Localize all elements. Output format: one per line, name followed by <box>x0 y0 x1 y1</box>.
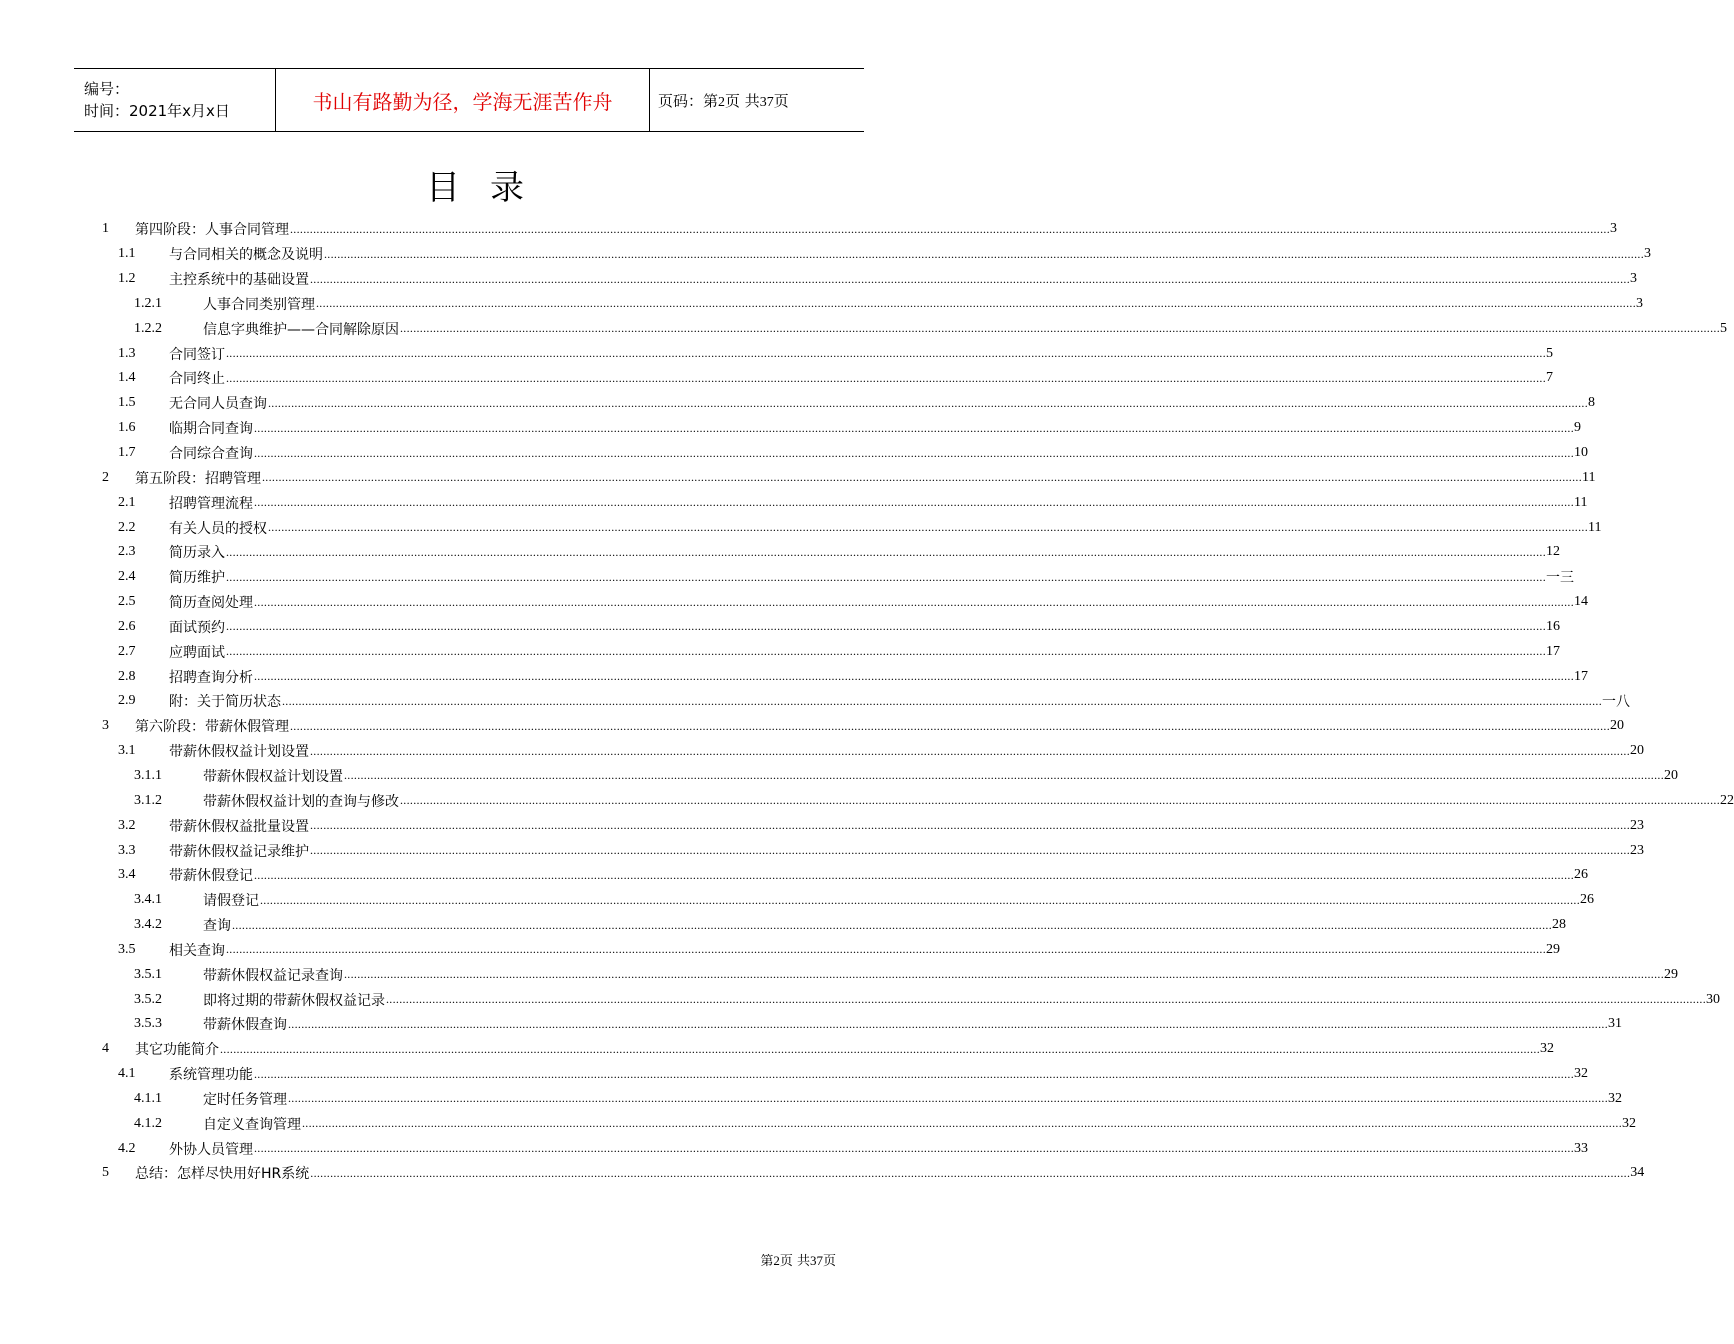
toc-entry-page: 30 <box>1706 991 1720 1007</box>
toc-entry[interactable] <box>100 590 1588 615</box>
toc-entry-page: 20 <box>1630 743 1644 759</box>
toc-entry[interactable] <box>100 565 1574 590</box>
toc-entry-page: 9 <box>1574 420 1581 436</box>
toc-entry-number: 2.4 <box>118 569 136 585</box>
toc-entry-number: 1.5 <box>118 395 136 411</box>
toc-entry-text <box>135 1163 1645 1183</box>
toc-entry[interactable] <box>100 1161 1645 1186</box>
toc-entry-label: 面试预约 <box>169 617 226 637</box>
toc-entry[interactable] <box>100 714 1624 739</box>
toc-dot-leader: ................................................................................................................................................................................................................................................................................................................................................................................................................ <box>220 1041 1540 1056</box>
toc-entry-label: 系统管理功能 <box>169 1064 254 1084</box>
toc-entry-number: 1.2 <box>118 271 136 287</box>
header-motto-cell <box>276 69 650 131</box>
page-header <box>74 68 864 132</box>
toc-entry-page: 32 <box>1608 1090 1622 1106</box>
toc-entry-label: 附：关于简历状态 <box>169 691 282 711</box>
toc-dot-leader: ................................................................................................................................................................................................................................................................................................................................................................................................................ <box>226 370 1546 385</box>
toc-entry-text <box>169 344 1553 364</box>
toc-dot-leader: ................................................................................................................................................................................................................................................................................................................................................................................................................ <box>310 271 1630 286</box>
toc-entry-number: 1.4 <box>118 370 136 386</box>
toc-dot-leader: ................................................................................................................................................................................................................................................................................................................................................................................................................ <box>254 669 1574 684</box>
toc-entry-number: 3 <box>102 718 109 734</box>
toc-entry-number: 3.4.2 <box>134 917 162 933</box>
header-page-total: 37 <box>759 94 774 110</box>
toc-entry-page: 23 <box>1630 842 1644 858</box>
toc-entry-page: 34 <box>1630 1165 1645 1181</box>
toc-entry[interactable] <box>100 515 1602 540</box>
toc-dot-leader: ................................................................................................................................................................................................................................................................................................................................................................................................................ <box>254 420 1574 435</box>
toc-entry-text <box>203 915 1566 935</box>
toc-entry-label: 人事合同类别管理 <box>203 294 316 314</box>
toc-dot-leader: ................................................................................................................................................................................................................................................................................................................................................................................................................ <box>232 917 1552 932</box>
toc-entry-page: 32 <box>1622 1115 1636 1131</box>
toc-entry-number: 1 <box>102 221 109 237</box>
toc-entry-number: 2.3 <box>118 544 136 560</box>
toc-entry[interactable] <box>100 391 1595 416</box>
toc-dot-leader: ................................................................................................................................................................................................................................................................................................................................................................................................................ <box>226 569 1546 584</box>
toc-entry-label: 有关人员的授权 <box>169 518 268 538</box>
toc-dot-leader: ................................................................................................................................................................................................................................................................................................................................................................................................................ <box>226 942 1546 957</box>
toc-entry-label: 招聘管理流程 <box>169 493 254 513</box>
toc-entry-page: 14 <box>1574 594 1588 610</box>
toc-entry-label: 简历录入 <box>169 542 226 562</box>
toc-dot-leader: ................................................................................................................................................................................................................................................................................................................................................................................................................ <box>226 644 1546 659</box>
toc-entry-label: 临期合同查询 <box>169 418 254 438</box>
toc-entry-label: 简历维护 <box>169 567 226 587</box>
toc-entry-page: 8 <box>1588 395 1595 411</box>
toc-entry-text <box>203 1114 1636 1134</box>
page-footer <box>760 1250 836 1269</box>
toc-entry-page: 33 <box>1574 1140 1588 1156</box>
toc-dot-leader: ................................................................................................................................................................................................................................................................................................................................................................................................................ <box>254 495 1574 510</box>
toc-dot-leader: ................................................................................................................................................................................................................................................................................................................................................................................................................ <box>316 296 1636 311</box>
toc-dot-leader: ................................................................................................................................................................................................................................................................................................................................................................................................................ <box>310 843 1630 858</box>
toc-entry-number: 3.1.2 <box>134 792 162 808</box>
toc-entry[interactable] <box>100 888 1594 913</box>
toc-entry-number: 5 <box>102 1165 109 1181</box>
toc-entry-page: 3 <box>1644 246 1651 262</box>
toc-dot-leader: ................................................................................................................................................................................................................................................................................................................................................................................................................ <box>324 246 1644 261</box>
toc-entry-label: 简历查阅处理 <box>169 592 254 612</box>
toc-entry-text <box>203 319 1727 339</box>
toc-entry-text <box>169 865 1588 885</box>
toc-entry[interactable] <box>100 987 1720 1012</box>
toc-entry-label: 第五阶段：招聘管理 <box>135 468 262 488</box>
toc-entry-label: 带薪休假权益计划设置 <box>203 766 344 786</box>
toc-entry[interactable] <box>100 316 1727 341</box>
toc-entry[interactable] <box>100 292 1643 317</box>
header-motto: 书山有路勤为径，学海无涯苦作舟 <box>312 89 613 114</box>
toc-entry-number: 2.8 <box>118 668 136 684</box>
toc-entry[interactable] <box>100 1136 1588 1161</box>
toc-dot-leader: ................................................................................................................................................................................................................................................................................................................................................................................................................ <box>386 992 1706 1007</box>
toc-entry-number: 3.4 <box>118 867 136 883</box>
toc-entry-label: 带薪休假查询 <box>203 1014 288 1034</box>
toc-entry-label: 合同终止 <box>169 368 226 388</box>
toc-entry-page: 17 <box>1574 668 1588 684</box>
toc-entry-label: 带薪休假权益计划的查询与修改 <box>203 791 400 811</box>
toc-entry-text <box>169 393 1595 413</box>
toc-entry[interactable] <box>100 962 1678 987</box>
toc-dot-leader: ................................................................................................................................................................................................................................................................................................................................................................................................................ <box>288 1016 1608 1031</box>
toc-entry-page: 29 <box>1664 966 1678 982</box>
table-of-contents <box>100 217 1734 1186</box>
toc-entry-label: 带薪休假权益记录维护 <box>169 841 310 861</box>
toc-entry-label: 带薪休假登记 <box>169 865 254 885</box>
toc-dot-leader: ................................................................................................................................................................................................................................................................................................................................................................................................................ <box>226 544 1546 559</box>
toc-entry-label: 相关查询 <box>169 940 226 960</box>
toc-entry-number: 3.1.1 <box>134 767 162 783</box>
toc-entry-label: 带薪休假权益记录查询 <box>203 965 344 985</box>
toc-entry-page: 26 <box>1574 867 1588 883</box>
toc-dot-leader: ................................................................................................................................................................................................................................................................................................................................................................................................................ <box>260 892 1580 907</box>
toc-entry-page: 10 <box>1574 445 1588 461</box>
toc-entry-text <box>169 418 1581 438</box>
toc-dot-leader: ................................................................................................................................................................................................................................................................................................................................................................................................................ <box>400 321 1720 336</box>
toc-dot-leader: ................................................................................................................................................................................................................................................................................................................................................................................................................ <box>344 768 1664 783</box>
toc-entry-label: 应聘面试 <box>169 642 226 662</box>
toc-entry[interactable] <box>100 863 1588 888</box>
toc-entry-label: 主控系统中的基础设置 <box>169 269 310 289</box>
toc-entry-text <box>135 1039 1554 1059</box>
toc-entry-number: 3.5.3 <box>134 1016 162 1032</box>
toc-entry[interactable] <box>100 788 1734 813</box>
toc-entry-page: 32 <box>1540 1041 1554 1057</box>
toc-entry-text <box>169 542 1560 562</box>
toc-entry-number: 2.1 <box>118 494 136 510</box>
toc-entry[interactable] <box>100 639 1560 664</box>
toc-entry-label: 无合同人员查询 <box>169 393 268 413</box>
toc-entry-number: 4.1.2 <box>134 1115 162 1131</box>
toc-entry[interactable] <box>100 1111 1636 1136</box>
toc-entry[interactable] <box>100 1012 1622 1037</box>
toc-entry-page: 16 <box>1546 618 1560 634</box>
toc-entry-text <box>169 1139 1588 1159</box>
toc-entry-page: 31 <box>1608 1016 1622 1032</box>
toc-entry-text <box>203 965 1678 985</box>
toc-entry-page: 一三 <box>1546 571 1574 587</box>
toc-entry[interactable] <box>100 242 1651 267</box>
toc-entry-number: 3.1 <box>118 743 136 759</box>
header-info-cell <box>74 69 276 131</box>
toc-entry[interactable] <box>100 615 1560 640</box>
toc-title: 目录 <box>426 168 554 208</box>
toc-entry-text <box>169 244 1651 264</box>
toc-entry-text <box>169 841 1644 861</box>
toc-entry-text <box>203 1014 1622 1034</box>
toc-entry-label: 与合同相关的概念及说明 <box>169 244 324 264</box>
toc-entry-number: 2 <box>102 469 109 485</box>
toc-entry-text <box>203 990 1720 1010</box>
toc-entry-number: 3.5 <box>118 941 136 957</box>
toc-dot-leader: ................................................................................................................................................................................................................................................................................................................................................................................................................ <box>310 818 1630 833</box>
toc-dot-leader: ................................................................................................................................................................................................................................................................................................................................................................................................................ <box>268 395 1588 410</box>
toc-entry-label: 带薪休假权益批量设置 <box>169 816 310 836</box>
toc-entry[interactable] <box>100 490 1588 515</box>
toc-entry-label: 第六阶段：带薪休假管理 <box>135 716 290 736</box>
toc-entry-text <box>203 791 1734 811</box>
toc-dot-leader: ................................................................................................................................................................................................................................................................................................................................................................................................................ <box>282 693 1602 708</box>
toc-entry-label: 带薪休假权益计划设置 <box>169 741 310 761</box>
toc-entry-number: 1.2.1 <box>134 295 162 311</box>
toc-dot-leader: ................................................................................................................................................................................................................................................................................................................................................................................................................ <box>288 1091 1608 1106</box>
toc-entry[interactable] <box>100 416 1581 441</box>
toc-entry[interactable] <box>100 441 1588 466</box>
toc-entry[interactable] <box>100 217 1617 242</box>
toc-entry-label: 即将过期的带薪休假权益记录 <box>203 990 386 1010</box>
toc-entry-text <box>169 443 1588 463</box>
toc-entry-label: 请假登记 <box>203 890 260 910</box>
toc-entry[interactable] <box>100 739 1644 764</box>
header-page-mid: 页 共 <box>725 91 760 110</box>
toc-entry[interactable] <box>100 664 1588 689</box>
toc-entry-number: 1.3 <box>118 345 136 361</box>
toc-entry[interactable] <box>100 838 1644 863</box>
toc-entry-label: 定时任务管理 <box>203 1089 288 1109</box>
toc-entry[interactable] <box>100 341 1553 366</box>
toc-entry-text <box>169 269 1637 289</box>
toc-entry-text <box>169 940 1560 960</box>
toc-entry-label: 合同综合查询 <box>169 443 254 463</box>
toc-entry-text <box>169 816 1644 836</box>
toc-dot-leader: ................................................................................................................................................................................................................................................................................................................................................................................................................ <box>302 1116 1622 1131</box>
toc-entry-number: 3.4.1 <box>134 892 162 908</box>
toc-entry-label: 其它功能简介 <box>135 1039 220 1059</box>
toc-entry-text <box>169 567 1574 587</box>
toc-entry-page: 11 <box>1574 494 1588 510</box>
toc-dot-leader: ................................................................................................................................................................................................................................................................................................................................................................................................................ <box>226 619 1546 634</box>
toc-entry-label: 查询 <box>203 915 232 935</box>
toc-dot-leader: ................................................................................................................................................................................................................................................................................................................................................................................................................ <box>310 1165 1631 1180</box>
toc-entry-number: 2.9 <box>118 693 136 709</box>
header-page-suffix: 页 <box>773 91 789 110</box>
toc-entry-number: 4.2 <box>118 1140 136 1156</box>
toc-entry-page: 20 <box>1610 718 1624 734</box>
toc-entry-number: 1.1 <box>118 246 136 262</box>
footer-prefix: 第 <box>760 1254 774 1269</box>
toc-dot-leader: ................................................................................................................................................................................................................................................................................................................................................................................................................ <box>290 221 1610 236</box>
toc-entry-label: 外协人员管理 <box>169 1139 254 1159</box>
toc-entry-number: 4.1 <box>118 1066 136 1082</box>
toc-entry-page: 28 <box>1552 917 1566 933</box>
toc-dot-leader: ................................................................................................................................................................................................................................................................................................................................................................................................................ <box>254 1066 1574 1081</box>
toc-entry-page: 26 <box>1580 892 1594 908</box>
toc-entry-page: 20 <box>1664 767 1678 783</box>
toc-entry-text <box>169 518 1602 538</box>
toc-entry-text <box>203 1089 1622 1109</box>
toc-entry-number: 2.7 <box>118 643 136 659</box>
toc-entry-page: 5 <box>1546 345 1553 361</box>
header-page-cell <box>650 69 864 131</box>
toc-entry-label: 总结：怎样尽快用好HR系统 <box>135 1163 310 1183</box>
toc-entry-label: 自定义查询管理 <box>203 1114 302 1134</box>
serial-label: 编号： <box>84 80 130 98</box>
toc-entry-page: 3 <box>1610 221 1617 237</box>
toc-entry-number: 2.5 <box>118 594 136 610</box>
toc-dot-leader: ................................................................................................................................................................................................................................................................................................................................................................................................................ <box>400 793 1720 808</box>
toc-entry[interactable] <box>100 267 1637 292</box>
toc-entry[interactable] <box>100 465 1596 490</box>
toc-entry-page: 23 <box>1630 817 1644 833</box>
toc-entry[interactable] <box>100 1087 1622 1112</box>
toc-dot-leader: ................................................................................................................................................................................................................................................................................................................................................................................................................ <box>310 743 1630 758</box>
toc-entry-text <box>169 667 1588 687</box>
toc-entry-page: 29 <box>1546 941 1560 957</box>
toc-entry[interactable] <box>100 764 1678 789</box>
footer-page-current: 2 <box>773 1253 780 1268</box>
toc-entry-page: 11 <box>1582 469 1596 485</box>
toc-entry-page: 32 <box>1574 1066 1588 1082</box>
toc-entry-page: 7 <box>1546 370 1553 386</box>
toc-entry-text <box>169 642 1560 662</box>
toc-entry-page: 11 <box>1588 519 1602 535</box>
toc-entry-number: 3.5.2 <box>134 991 162 1007</box>
toc-entry-number: 1.2.2 <box>134 320 162 336</box>
footer-suffix: 页 <box>822 1254 836 1269</box>
toc-dot-leader: ................................................................................................................................................................................................................................................................................................................................................................................................................ <box>290 718 1610 733</box>
toc-entry[interactable] <box>100 1037 1554 1062</box>
toc-entry-text <box>169 617 1560 637</box>
toc-dot-leader: ................................................................................................................................................................................................................................................................................................................................................................................................................ <box>254 445 1574 460</box>
toc-entry-text <box>169 691 1630 711</box>
toc-entry-page: 一八 <box>1602 695 1630 711</box>
toc-entry-text <box>169 493 1588 513</box>
toc-entry-number: 3.5.1 <box>134 966 162 982</box>
toc-entry[interactable] <box>100 813 1644 838</box>
toc-entry-text <box>203 294 1643 314</box>
toc-entry-page: 3 <box>1630 271 1637 287</box>
toc-entry-page: 5 <box>1720 320 1727 336</box>
toc-dot-leader: ................................................................................................................................................................................................................................................................................................................................................................................................................ <box>254 594 1574 609</box>
toc-entry-number: 2.6 <box>118 618 136 634</box>
toc-entry-text <box>169 1064 1588 1084</box>
toc-entry-label: 第四阶段：人事合同管理 <box>135 219 290 239</box>
toc-dot-leader: ................................................................................................................................................................................................................................................................................................................................................................................................................ <box>254 867 1574 882</box>
toc-entry-page: 3 <box>1636 295 1643 311</box>
toc-entry-text <box>203 890 1594 910</box>
toc-entry-page: 12 <box>1546 544 1560 560</box>
toc-entry-label: 合同签订 <box>169 344 226 364</box>
toc-entry[interactable] <box>100 1062 1588 1087</box>
toc-entry-text <box>135 468 1596 488</box>
toc-entry-number: 4 <box>102 1041 109 1057</box>
toc-entry-number: 1.7 <box>118 445 136 461</box>
header-page-number <box>658 90 864 111</box>
toc-entry[interactable] <box>100 366 1553 391</box>
toc-entry-text <box>169 368 1553 388</box>
toc-entry[interactable] <box>100 937 1560 962</box>
toc-dot-leader: ................................................................................................................................................................................................................................................................................................................................................................................................................ <box>226 346 1546 361</box>
toc-entry-number: 3.2 <box>118 817 136 833</box>
toc-entry-label: 信息字典维护——合同解除原因 <box>203 319 400 339</box>
toc-entry[interactable] <box>100 540 1560 565</box>
toc-entry-text <box>169 741 1644 761</box>
toc-entry-page: 17 <box>1546 643 1560 659</box>
toc-entry[interactable] <box>100 913 1566 938</box>
toc-entry-number: 3.3 <box>118 842 136 858</box>
footer-page-total: 37 <box>809 1253 823 1268</box>
toc-entry[interactable] <box>100 689 1630 714</box>
toc-dot-leader: ................................................................................................................................................................................................................................................................................................................................................................................................................ <box>268 520 1588 535</box>
toc-entry-text <box>135 716 1624 736</box>
toc-dot-leader: ................................................................................................................................................................................................................................................................................................................................................................................................................ <box>344 967 1664 982</box>
toc-entry-number: 2.2 <box>118 519 136 535</box>
header-page-prefix: 页码：第 <box>658 91 719 110</box>
toc-entry-text <box>203 766 1678 786</box>
toc-entry-number: 4.1.1 <box>134 1090 162 1106</box>
toc-entry-text <box>135 219 1617 239</box>
toc-entry-text <box>169 592 1588 612</box>
footer-mid: 页 共 <box>779 1254 810 1269</box>
toc-entry-number: 1.6 <box>118 420 136 436</box>
header-page-current: 2 <box>718 94 726 110</box>
toc-entry-page: 22 <box>1720 792 1734 808</box>
toc-dot-leader: ................................................................................................................................................................................................................................................................................................................................................................................................................ <box>254 1141 1574 1156</box>
toc-entry-label: 招聘查询分析 <box>169 667 254 687</box>
toc-dot-leader: ................................................................................................................................................................................................................................................................................................................................................................................................................ <box>262 470 1582 485</box>
time-label: 时间：2021年x月x日 <box>84 102 230 120</box>
